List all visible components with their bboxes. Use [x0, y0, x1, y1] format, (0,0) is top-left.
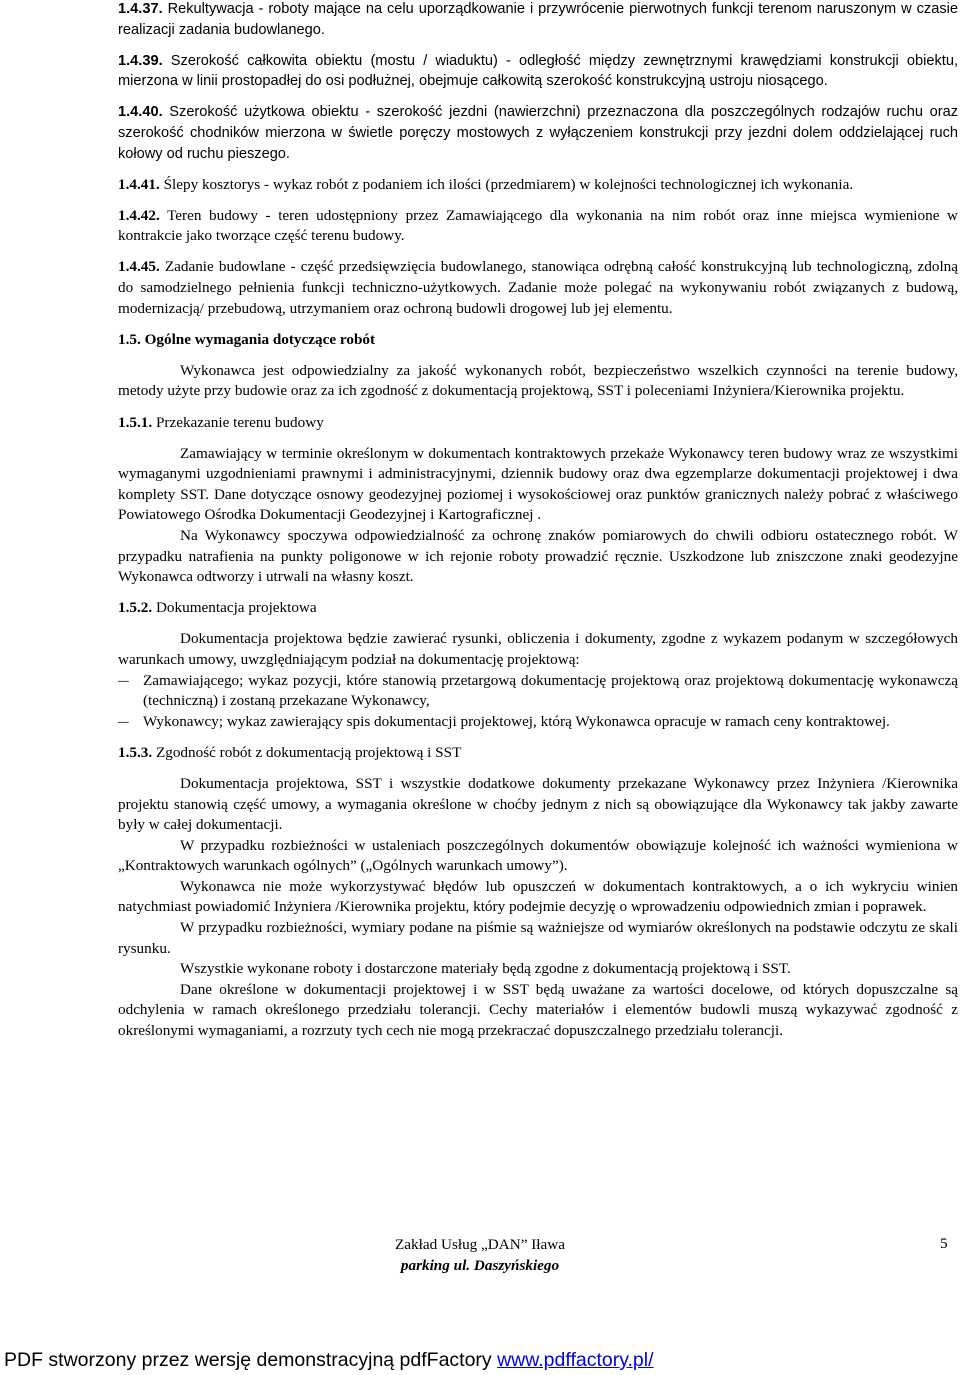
section-text: Ślepy kosztorys - wykaz robót z podaniem ich ilości (przedmiarem) w kolejności technologicznej ich wykonania. [159, 175, 854, 193]
section-1-5-1-paragraph-2: Na Wykonawcy spoczywa odpowiedzialność za ochronę znaków pomiarowych do chwili odbioru ostatecznego robót. W przypadku natrafienia na punkty poligonowe w ich rejonie roboty prowadzić ręcznie. Uszkodzone lub zniszczone znaki geodezyjne Wykonawca odtworzy i utrwali na własny koszt. [118, 526, 958, 586]
section-1-4-37 [118, 0, 958, 40]
section-1-5-2-paragraph: Dokumentacja projektowa będzie zawierać rysunki, obliczenia i dokumenty, zgodne z wykazem podanym w szczegółowych warunkach umowy, uwzględniającym podział na dokumentację projektową: [118, 630, 958, 668]
section-1-4-41 [118, 175, 958, 196]
section-number: 1.5.1. [118, 413, 153, 431]
section-number: 1.4.45. [118, 258, 160, 276]
page-footer [0, 1235, 960, 1276]
section-title: Dokumentacja projektowa [152, 599, 317, 617]
section-text: Rekultywacja - roboty mające na celu uporządkowanie i przywrócenie pierwotnych funkcji terenom naruszonym w czasie realizacji zadania budowlanego. [118, 1, 958, 38]
list-item: – Wykonawcy; wykaz zawierający spis dokumentacji projektowej, którą Wykonawca opracuje w ramach ceny kontraktowej. [118, 712, 958, 733]
section-1-5-2-heading [118, 598, 958, 619]
section-1-5-1-paragraph-1: Zamawiający w terminie określonym w dokumentach kontraktowych przekaże Wykonawcy teren budowy wraz ze wszystkimi wymaganymi uzgodnieniami prawnymi i administracyjnymi, dziennik budowy oraz dwa egzemplarze dokumentacji projektowej i dwa komplety SST. Dane dotyczące osnowy geodezyjnej poziomej i wysokościowej oraz punktów granicznych należy pobrać z właściwego Powiatowego Ośrodka Dokumentacji Geodezyjnej i Kartograficznej . [118, 444, 958, 524]
section-1-5-3-paragraph: W przypadku rozbieżności, wymiary podane na piśmie są ważniejsze od wymiarów określonych na podstawie odczytu ze skali rysunku. [118, 919, 958, 957]
section-title: Zgodność robót z dokumentacją projektową i SST [152, 743, 462, 761]
section-1-5-heading: 1.5. Ogólne wymagania dotyczące robót [118, 330, 376, 348]
section-title: Przekazanie terenu budowy [152, 413, 324, 431]
section-number: 1.5.3. [118, 743, 153, 761]
section-1-5-3-heading [118, 743, 958, 764]
section-number: 1.5.2. [118, 599, 153, 617]
section-number: 1.4.37. [118, 1, 163, 17]
pdffactory-link[interactable]: www.pdffactory.pl/ [497, 1349, 654, 1371]
footer-company: Zakład Usług „DAN” Iława [395, 1236, 565, 1253]
pdf-banner-text: PDF stworzony przez wersję demonstracyjną pdfFactory [4, 1349, 498, 1371]
section-1-5-1-heading [118, 413, 958, 434]
section-text: Zadanie budowlane - część przedsięwzięcia budowlanego, stanowiąca odrębną całość konstrukcyjną lub technologiczną, zdolną do samodzielnego pełnienia funkcji techniczno-użytkowych. Zadanie może polegać na wykonywaniu robót związanych z budową, modernizacją/ przebudową, utrzymaniem oraz ochroną budowli drogowej lub jej elementu. [118, 258, 958, 317]
page-number: 5 [940, 1235, 948, 1252]
footer-project: parking ul. Daszyńskiego [400, 1256, 560, 1274]
section-1-5-3-paragraph: Wykonawca nie może wykorzystywać błędów lub opuszczeń w dokumentach kontraktowych, a o ich wykryciu winien natychmiast powiadomić Inżyniera /Kierownika projektu, który podejmie decyzję o wprowadzeniu odpowiednich zmian i poprawek. [118, 877, 958, 916]
section-1-5-3-paragraph: Dane określone w dokumentacji projektowej i w SST będą uważane za wartości docelowe, od których dopuszczalne są odchylenia w ramach określonego przedziału tolerancji. Cechy materiałów i elementów budowli muszą wykazywać zgodność z określonymi wymaganiami, a rozrzuty tych cech nie mogą przekraczać dopuszczalnego przedziału tolerancji. [118, 980, 958, 1040]
section-1-5-paragraph: Wykonawca jest odpowiedzialny za jakość wykonanych robót, bezpieczeństwo wszelkich czynności na terenie budowy, metody użyte przy budowie oraz za ich zgodność z dokumentacją projektową, SST i poleceniami Inżyniera/Kierownika projektu. [118, 361, 958, 400]
section-number: 1.4.39. [118, 52, 163, 69]
section-text: Szerokość użytkowa obiektu - szerokość jezdni (nawierzchni) przeznaczona dla poszczególnych rodzajów ruchu oraz szerokość chodników mierzona w świetle poręczy mostowych z wyłączeniem konstrukcji przy jezdni dolem oddzielającej ruch kołowy od ruchu pieszego. [118, 104, 958, 162]
section-number: 1.4.41. [118, 175, 160, 193]
section-text: Teren budowy - teren udostępniony przez Zamawiającego dla wykonania na nim robót oraz inne miejsca wymienione w kontrakcie jako tworzące część terenu budowy. [118, 206, 958, 245]
section-1-4-45 [118, 257, 958, 319]
section-1-4-42 [118, 206, 958, 247]
section-number: 1.4.40. [118, 104, 163, 121]
section-1-5-3-paragraph: W przypadku rozbieżności w ustaleniach poszczególnych dokumentów obowiązuje kolejność ich ważności wymieniona w „Kontraktowych warunkach ogólnych” („Ogólnych warunkach umowy”). [118, 836, 958, 875]
pdf-demo-banner [4, 1349, 654, 1372]
document-page [118, 0, 958, 1042]
section-1-4-40 [118, 102, 958, 164]
section-number: 1.4.42. [118, 206, 160, 224]
section-1-4-39 [118, 51, 958, 92]
section-1-5-3-paragraph: Wszystkie wykonane roboty i dostarczone materiały będą zgodne z dokumentacją projektową i SST. [180, 960, 791, 978]
section-text: Szerokość całkowita obiektu (mostu / wiaduktu) - odległość między zewnętrznymi krawędziami konstrukcji obiektu, mierzona w linii prostopadłej do osi podłużnej, obejmuje całkowitą szerokość konstrukcyjną ustroju niosącego. [118, 52, 958, 90]
section-1-5-3-paragraph: Dokumentacja projektowa, SST i wszystkie dodatkowe dokumenty przekazane Wykonawcy przez Inżyniera /Kierownika projektu stanowią część umowy, a wymagania określone w choćby jednym z nich są obowiązujące dla Wykonawcy tak jakby zawarte były w całej dokumentacji. [118, 774, 958, 834]
list-item: – Zamawiającego; wykaz pozycji, które stanowią przetargową dokumentację projektową oraz projektową dokumentację wykonawczą (techniczną) i zostaną przekazane Wykonawcy, [118, 671, 958, 712]
